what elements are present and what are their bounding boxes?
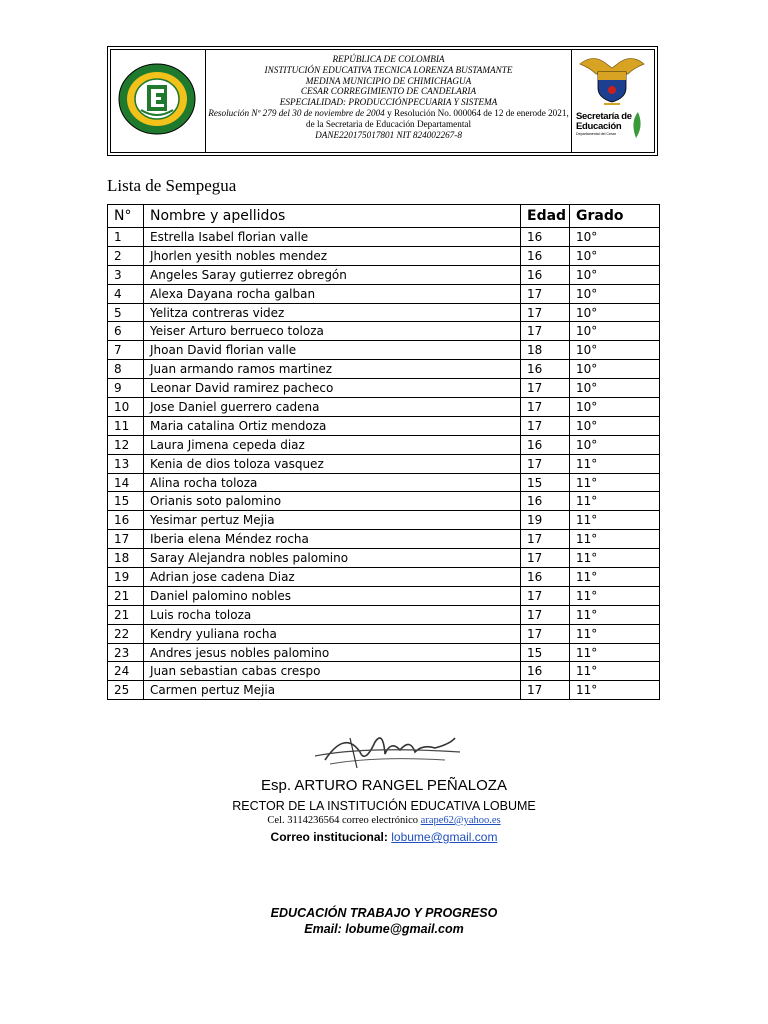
student-grade: 11° (570, 568, 660, 587)
student-name: Alexa Dayana rocha galban (144, 284, 521, 303)
header-line-republic: REPÚBLICA DE COLOMBIA (332, 54, 445, 64)
student-grade: 10° (570, 360, 660, 379)
student-grade: 10° (570, 379, 660, 398)
resolution-rest: y Resolución No. 000064 de 12 de enerode 2021, de la Secretaria de Educación Departamental (305, 107, 569, 129)
student-age: 17 (521, 284, 570, 303)
table-row (108, 568, 660, 587)
table-row (108, 681, 660, 700)
table-header-row (108, 205, 660, 228)
school-seal-logo (111, 50, 203, 152)
table-row (108, 473, 660, 492)
student-grade: 11° (570, 643, 660, 662)
student-grade: 10° (570, 284, 660, 303)
table-row (108, 303, 660, 322)
student-grade: 10° (570, 416, 660, 435)
student-grade: 11° (570, 530, 660, 549)
student-name: Angeles Saray gutierrez obregón (144, 265, 521, 284)
row-number: 22 (108, 624, 144, 643)
row-number: 7 (108, 341, 144, 360)
student-name: Estrella Isabel florian valle (144, 228, 521, 247)
student-name: Kendry yuliana rocha (144, 624, 521, 643)
student-name: Carmen pertuz Mejia (144, 681, 521, 700)
row-number: 14 (108, 473, 144, 492)
student-grade: 10° (570, 228, 660, 247)
student-age: 16 (521, 360, 570, 379)
student-age: 17 (521, 322, 570, 341)
student-grade: 11° (570, 511, 660, 530)
student-name: Orianis soto palomino (144, 492, 521, 511)
student-age: 18 (521, 341, 570, 360)
student-grade: 11° (570, 454, 660, 473)
row-number: 16 (108, 511, 144, 530)
student-name: Luis rocha toloza (144, 605, 521, 624)
table-row (108, 360, 660, 379)
student-age: 15 (521, 473, 570, 492)
table-row (108, 454, 660, 473)
secretaria-line3: Departamental del Cesar (576, 132, 616, 136)
table-row (108, 605, 660, 624)
student-grade: 11° (570, 586, 660, 605)
student-age: 17 (521, 681, 570, 700)
student-age: 16 (521, 265, 570, 284)
student-grade: 11° (570, 549, 660, 568)
signer-name: Esp. ARTURO RANGEL PEÑALOZA (261, 777, 507, 794)
student-name: Yeiser Arturo berrueco toloza (144, 322, 521, 341)
row-number: 25 (108, 681, 144, 700)
student-name: Yesimar pertuz Mejia (144, 511, 521, 530)
secretaria-line2: Educación (576, 121, 622, 132)
student-name: Kenia de dios toloza vasquez (144, 454, 521, 473)
row-number: 9 (108, 379, 144, 398)
student-age: 17 (521, 454, 570, 473)
row-number: 23 (108, 643, 144, 662)
table-row (108, 624, 660, 643)
row-number: 3 (108, 265, 144, 284)
letterhead-text (207, 54, 570, 140)
header-line-institution: INSTITUCIÓN EDUCATIVA TECNICA LORENZA BUSTAMANTE (264, 64, 513, 75)
student-grade: 10° (570, 265, 660, 284)
student-age: 15 (521, 643, 570, 662)
student-name: Leonar David ramirez pacheco (144, 379, 521, 398)
header-age: Edad (521, 205, 570, 228)
row-number: 15 (108, 492, 144, 511)
letterhead (107, 46, 658, 156)
secretaria-logo-cell (571, 50, 654, 152)
student-grade: 11° (570, 473, 660, 492)
row-number: 21 (108, 586, 144, 605)
header-dane-nit: DANE220175017801 NIT 824002267-8 (315, 129, 462, 140)
table-row (108, 228, 660, 247)
student-age: 17 (521, 530, 570, 549)
row-number: 12 (108, 435, 144, 454)
header-line-specialty: ESPECIALIDAD: PRODUCCIÓNPECUARIA Y SISTEMA (279, 97, 498, 108)
row-number: 11 (108, 416, 144, 435)
row-number: 5 (108, 303, 144, 322)
student-grade: 11° (570, 662, 660, 681)
institutional-email-label: Correo institucional: (270, 830, 392, 844)
table-row (108, 662, 660, 681)
student-age: 16 (521, 492, 570, 511)
row-number: 8 (108, 360, 144, 379)
rector-title: RECTOR DE LA INSTITUCIÓN EDUCATIVA LOBUME (232, 799, 536, 813)
student-age: 16 (521, 246, 570, 265)
table-row (108, 586, 660, 605)
student-name: Laura Jimena cepeda diaz (144, 435, 521, 454)
student-grade: 10° (570, 341, 660, 360)
table-row (108, 265, 660, 284)
student-age: 17 (521, 398, 570, 417)
header-grade: Grado (570, 205, 660, 228)
table-row (108, 530, 660, 549)
student-age: 17 (521, 303, 570, 322)
student-name: Yelitza contreras videz (144, 303, 521, 322)
row-number: 13 (108, 454, 144, 473)
student-grade: 11° (570, 624, 660, 643)
institutional-email-line (0, 830, 768, 844)
table-row (108, 246, 660, 265)
table-row (108, 549, 660, 568)
student-name: Juan armando ramos martinez (144, 360, 521, 379)
student-grade: 10° (570, 246, 660, 265)
student-grade: 10° (570, 303, 660, 322)
resolution-italic: Resolución Nº 279 del 30 de noviembre de 2004 (208, 107, 385, 118)
header-resolution (207, 108, 570, 130)
header-line-municipality: MEDINA MUNICIPIO DE CHIMICHAGUA (305, 75, 472, 86)
table-row (108, 284, 660, 303)
student-name: Adrian jose cadena Diaz (144, 568, 521, 587)
row-number: 6 (108, 322, 144, 341)
row-number: 10 (108, 398, 144, 417)
row-number: 2 (108, 246, 144, 265)
student-age: 19 (521, 511, 570, 530)
row-number: 17 (108, 530, 144, 549)
table-row (108, 322, 660, 341)
student-name: Maria catalina Ortiz mendoza (144, 416, 521, 435)
row-number: 19 (108, 568, 144, 587)
student-grade: 11° (570, 492, 660, 511)
table-row (108, 379, 660, 398)
student-age: 17 (521, 586, 570, 605)
student-grade: 11° (570, 681, 660, 700)
header-number: N° (108, 205, 144, 228)
header-line-district: CESAR CORREGIMIENTO DE CANDELARIA (300, 86, 477, 97)
rector-signature (305, 720, 465, 780)
table-row (108, 435, 660, 454)
footer-email: Email: lobume@gmail.com (304, 922, 464, 936)
student-name: Jose Daniel guerrero cadena (144, 398, 521, 417)
table-row (108, 416, 660, 435)
student-name: Alina rocha toloza (144, 473, 521, 492)
letterhead-inner-frame (110, 49, 655, 153)
table-body (108, 228, 660, 700)
table-row (108, 643, 660, 662)
school-seal-cell (111, 50, 206, 152)
student-grade: 11° (570, 605, 660, 624)
student-age: 16 (521, 228, 570, 247)
table-row (108, 492, 660, 511)
secretaria-label (576, 112, 638, 137)
student-grade: 10° (570, 322, 660, 341)
student-grade: 10° (570, 398, 660, 417)
motto: EDUCACIÓN TRABAJO Y PROGRESO (270, 906, 498, 920)
table-row (108, 511, 660, 530)
institutional-email-link[interactable]: lobume@gmail.com (391, 830, 498, 844)
student-age: 16 (521, 435, 570, 454)
table-row (108, 341, 660, 360)
student-age: 17 (521, 549, 570, 568)
student-age: 17 (521, 624, 570, 643)
row-number: 24 (108, 662, 144, 681)
row-number: 21 (108, 605, 144, 624)
student-name: Jhoan David florian valle (144, 341, 521, 360)
student-name: Andres jesus nobles palomino (144, 643, 521, 662)
student-age: 16 (521, 662, 570, 681)
table-row (108, 398, 660, 417)
student-name: Juan sebastian cabas crespo (144, 662, 521, 681)
student-name: Daniel palomino nobles (144, 586, 521, 605)
secretaria-line1: Secretaría de (576, 111, 632, 122)
row-number: 18 (108, 549, 144, 568)
contact-phone-line (0, 815, 768, 826)
student-roster-table (107, 204, 660, 700)
student-name: Iberia elena Méndez rocha (144, 530, 521, 549)
header-name: Nombre y apellidos (144, 205, 521, 228)
personal-email-link[interactable]: arape62@yahoo.es (420, 815, 501, 826)
student-age: 17 (521, 416, 570, 435)
student-age: 16 (521, 568, 570, 587)
student-grade: 10° (570, 435, 660, 454)
student-name: Jhorlen yesith nobles mendez (144, 246, 521, 265)
student-name: Saray Alejandra nobles palomino (144, 549, 521, 568)
row-number: 4 (108, 284, 144, 303)
list-title: Lista de Sempegua (107, 176, 237, 195)
phone-and-email-label: Cel. 3114236564 correo electrónico (267, 815, 421, 826)
row-number: 1 (108, 228, 144, 247)
student-age: 17 (521, 605, 570, 624)
student-age: 17 (521, 379, 570, 398)
